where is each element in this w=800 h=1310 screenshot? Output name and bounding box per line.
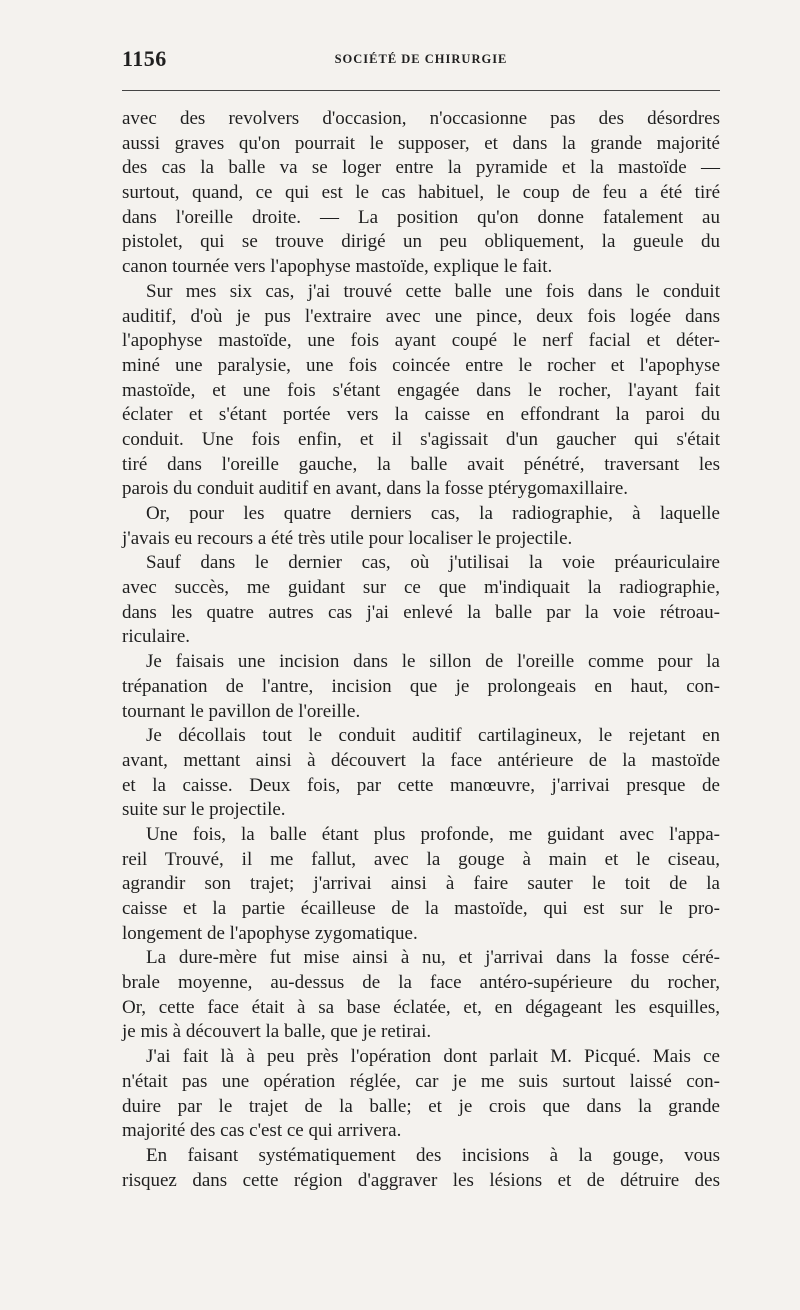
text-line: brale moyenne, au-dessus de la face antéro-supérieure du rocher, bbox=[122, 972, 720, 994]
text-line: des cas la balle va se loger entre la pyramide et la mastoïde — bbox=[122, 157, 720, 179]
text-line: mastoïde, et une fois s'étant engagée dans le rocher, l'ayant fait bbox=[122, 379, 720, 401]
paragraph bbox=[122, 823, 720, 946]
running-title: SOCIÉTÉ DE CHIRURGIE bbox=[334, 52, 508, 66]
text-line: auditif, d'où je pus l'extraire avec une pince, deux fois logée dans bbox=[122, 305, 720, 327]
text-line: trépanation de l'antre, incision que je prolongeais en haut, con- bbox=[122, 675, 720, 697]
text-line: avec des revolvers d'occasion, n'occasionne pas des désordres bbox=[122, 108, 720, 129]
paragraph bbox=[122, 650, 720, 724]
paragraph bbox=[122, 1045, 720, 1144]
header-rule bbox=[122, 90, 720, 91]
text-line: parois du conduit auditif en avant, dans la fosse ptérygomaxillaire. bbox=[122, 478, 628, 500]
text-line: Je faisais une incision dans le sillon de l'oreille comme pour la bbox=[146, 651, 720, 673]
text-line: j'avais eu recours a été très utile pour localiser le projectile. bbox=[122, 527, 573, 549]
paragraph bbox=[122, 946, 720, 1045]
text-line: La dure-mère fut mise ainsi à nu, et j'arrivai dans la fosse céré- bbox=[146, 947, 720, 969]
text-line: suite sur le projectile. bbox=[122, 799, 286, 821]
paragraph bbox=[122, 1144, 720, 1193]
text-line: dans l'oreille droite. — La position qu'on donne fatalement au bbox=[122, 206, 720, 228]
text-line: l'apophyse mastoïde, une fois ayant coupé le nerf facial et déter- bbox=[122, 330, 720, 352]
text-line: je mis à découvert la balle, que je retirai. bbox=[122, 1021, 432, 1043]
text-line: Or, cette face était à sa base éclatée, et, en dégageant les esquilles, bbox=[122, 996, 720, 1018]
text-line: Or, pour les quatre derniers cas, la radiographie, à laquelle bbox=[146, 503, 720, 524]
text-line: risquez dans cette région d'aggraver les lésions et de détruire des bbox=[122, 1169, 720, 1191]
paragraph bbox=[122, 724, 720, 823]
paragraph bbox=[122, 280, 720, 502]
text-line: duire par le trajet de la balle; et je crois que dans la grande bbox=[122, 1095, 720, 1117]
text-line: dans les quatre autres cas j'ai enlevé la balle par la voie rétroau- bbox=[122, 601, 720, 623]
text-line: éclater et s'étant portée vers la caisse en effondrant la paroi du bbox=[122, 404, 720, 426]
text-line: tournant le pavillon de l'oreille. bbox=[122, 700, 361, 722]
text-line: n'était pas une opération réglée, car je me suis surtout laissé con- bbox=[122, 1070, 720, 1092]
text-line: et la caisse. Deux fois, par cette manœuvre, j'arrivai presque de bbox=[122, 774, 720, 796]
text-line: Une fois, la balle étant plus profonde, me guidant avec l'appa- bbox=[146, 823, 720, 845]
text-line: Sur mes six cas, j'ai trouvé cette balle une fois dans le conduit bbox=[146, 280, 720, 302]
text-line: riculaire. bbox=[122, 626, 191, 648]
text-line: canon tournée vers l'apophyse mastoïde, explique le fait. bbox=[122, 256, 553, 278]
text-line: majorité des cas c'est ce qui arrivera. bbox=[122, 1120, 402, 1142]
text-line: miné une paralysie, une fois coincée entre le rocher et l'apophyse bbox=[122, 354, 720, 376]
text-line: Sauf dans le dernier cas, où j'utilisai la voie préauriculaire bbox=[146, 552, 720, 574]
text-line: aussi graves qu'on pourrait le supposer, et dans la grande majorité bbox=[122, 132, 720, 154]
text-line: avant, mettant ainsi à découvert la face antérieure de la mastoïde bbox=[122, 749, 720, 771]
body-text bbox=[122, 107, 720, 1193]
text-line: surtout, quand, ce qui est le cas habituel, le coup de feu a été tiré bbox=[122, 182, 720, 204]
text-line: En faisant systématiquement des incisions à la gouge, vous bbox=[146, 1144, 720, 1166]
text-line: tiré dans l'oreille gauche, la balle avait pénétré, traversant les bbox=[122, 453, 720, 475]
text-line: caisse et la partie écailleuse de la mastoïde, qui est sur le pro- bbox=[122, 898, 720, 919]
text-line: longement de l'apophyse zygomatique. bbox=[122, 922, 418, 944]
text-line: conduit. Une fois enfin, et il s'agissait d'un gaucher qui s'était bbox=[122, 428, 720, 450]
text-line: agrandir son trajet; j'arrivai ainsi à faire sauter le toit de la bbox=[122, 873, 720, 895]
paragraph bbox=[122, 502, 720, 551]
page-number: 1156 bbox=[122, 46, 167, 71]
text-line: reil Trouvé, il me fallut, avec la gouge à main et le ciseau, bbox=[122, 848, 720, 870]
text-line: J'ai fait là à peu près l'opération dont parlait M. Picqué. Mais ce bbox=[146, 1046, 720, 1068]
paragraph bbox=[122, 551, 720, 650]
page-header bbox=[122, 46, 720, 76]
text-line: pistolet, qui se trouve dirigé un peu obliquement, la gueule du bbox=[122, 231, 720, 253]
text-line: avec succès, me guidant sur ce que m'indiquait la radiographie, bbox=[122, 577, 720, 599]
paragraph bbox=[122, 107, 720, 280]
text-line: Je décollais tout le conduit auditif cartilagineux, le rejetant en bbox=[146, 725, 720, 747]
